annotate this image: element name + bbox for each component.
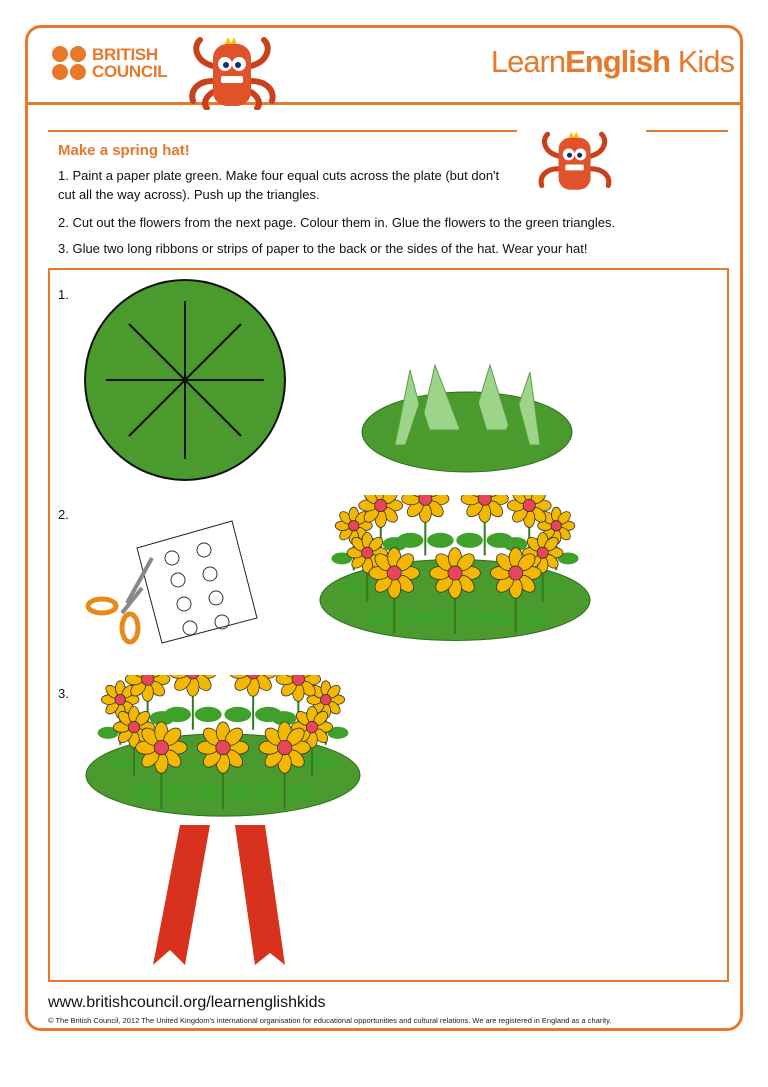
flower-icon	[456, 495, 513, 555]
step-3-text: 3. Glue two long ribbons or strips of paper to the back or the sides of the hat. Wear your hat!	[58, 241, 588, 256]
footer-copyright: © The British Council, 2012 The United Kingdom's international organisation for educational opportunities and cultural relations. We are registered in England as a charity.	[48, 1016, 612, 1025]
cut-plate-illustration	[80, 276, 290, 486]
figure-label-3: 3.	[58, 686, 69, 701]
flower-icon	[224, 675, 282, 730]
header-divider	[25, 102, 743, 105]
scissors-flower-sheet-illustration	[82, 518, 272, 653]
logo-dots-icon	[52, 46, 86, 80]
ribbon-left	[153, 825, 210, 965]
step-1-text: 1. Paint a paper plate green. Make four equal cuts across the plate (but don't cut all the way across). Push up the triangles.	[58, 168, 500, 202]
monster-mascot-small-icon	[535, 124, 615, 200]
brand-line-2: COUNCIL	[92, 62, 168, 81]
footer-url[interactable]: www.britishcouncil.org/learnenglishkids	[48, 994, 326, 1011]
step-2-text: 2. Cut out the flowers from the next page. Colour them in. Glue the flowers to the green triangles.	[58, 215, 616, 230]
page-title: Make a spring hat!	[58, 142, 190, 159]
plate-hat-illustration	[360, 360, 575, 475]
figure-label-1: 1.	[58, 287, 69, 302]
learnenglish-kids-logo: LearnEnglish Kids	[490, 44, 734, 79]
british-council-logo	[52, 46, 167, 80]
ribbon-right	[235, 825, 285, 965]
flower-icon	[164, 675, 222, 730]
figure-label-2: 2.	[58, 507, 69, 522]
section-rule-left	[48, 130, 517, 132]
finished-hat-illustration	[85, 675, 365, 975]
flower-hat-illustration	[318, 495, 593, 660]
brand-line-1: BRITISH	[92, 45, 158, 64]
monster-mascot-icon	[185, 36, 280, 110]
section-rule-right	[646, 130, 728, 132]
flower-icon	[397, 495, 454, 555]
